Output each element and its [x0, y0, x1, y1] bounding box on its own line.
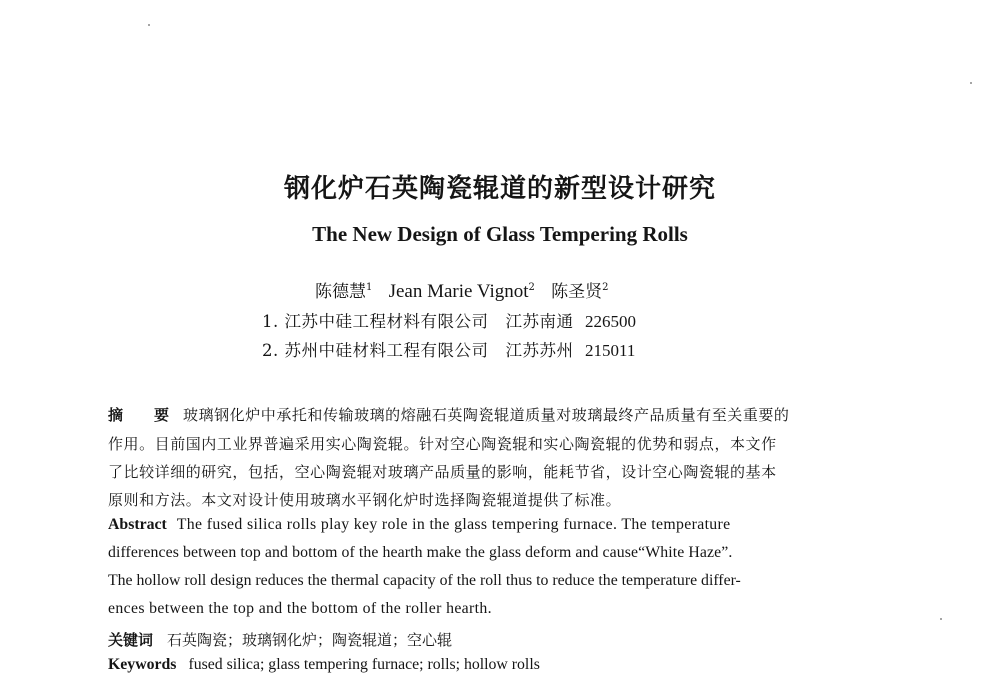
abstract-cn-line-1: [108, 404, 876, 425]
abstract-en-line-3: The hollow roll design reduces the thermal capacity of the roll thus to reduce the temperature differ-: [108, 572, 741, 589]
keywords-english: [108, 656, 540, 674]
affiliation-2: [262, 337, 635, 361]
author-2-name: Jean Marie Vignot: [388, 281, 529, 302]
author-3-name: 陈圣贤: [551, 282, 603, 302]
abstract-en-label: Abstract: [108, 516, 167, 533]
affiliation-2-postcode: 215011: [585, 341, 636, 360]
author-3-affiliation-mark: 2: [602, 282, 609, 293]
affiliation-1-postcode: 226500: [585, 312, 636, 331]
author-2-affiliation-mark: 2: [528, 282, 535, 293]
keywords-cn-text: 石英陶瓷；玻璃钢化炉；陶瓷辊道；空心辊: [167, 631, 453, 649]
keywords-cn-label: 关键词: [108, 631, 154, 649]
abstract-cn-line-2: 作用。目前国内工业界普遍采用实心陶瓷辊。针对空心陶瓷辊和实心陶瓷辊的优势和弱点，本文作: [108, 435, 777, 453]
abstract-en-line-2: differences between top and bottom of the hearth make the glass deform and cause“White Haze”.: [108, 544, 733, 561]
abstract-en-line-4: ences between the top and the bottom of the roller hearth.: [108, 600, 492, 617]
affiliation-1: [262, 308, 636, 332]
affiliation-2-text: 2. 苏州中硅材料工程有限公司 江苏苏州: [262, 341, 574, 360]
keywords-en-label: Keywords: [108, 656, 177, 673]
abstract-en-line-1: [108, 516, 878, 534]
abstract-cn-line-3: 了比较详细的研究，包括，空心陶瓷辊对玻璃产品质量的影响，能耗节省，设计空心陶瓷辊的基本: [108, 463, 777, 481]
title-chinese: 钢化炉石英陶瓷辊道的新型设计研究: [283, 174, 716, 204]
scan-speck: [940, 618, 942, 620]
abstract-cn-line-4: 原则和方法。本文对设计使用玻璃水平钢化炉时选择陶瓷辊道提供了标准。: [108, 491, 622, 509]
keywords-en-text: fused silica; glass tempering furnace; rolls; hollow rolls: [188, 656, 540, 673]
abstract-cn-label: 摘 要: [108, 406, 178, 424]
abstract-en-text: The fused silica rolls play key role in the glass tempering furnace. The temperature: [176, 516, 731, 533]
affiliation-1-text: 1. 江苏中硅工程材料有限公司 江苏南通: [262, 312, 574, 331]
scan-speck: [148, 24, 150, 26]
abstract-cn-text: 玻璃钢化炉中承托和传输玻璃的熔融石英陶瓷辊道质量对玻璃最终产品质量有至关重要的: [183, 406, 790, 424]
author-1-affiliation-mark: 1: [366, 282, 373, 293]
keywords-chinese: [108, 629, 452, 650]
author-1-name: 陈德慧: [315, 282, 366, 302]
scan-speck: [970, 82, 972, 84]
author-line: [315, 277, 608, 303]
title-english: The New Design of Glass Tempering Rolls: [312, 222, 688, 246]
